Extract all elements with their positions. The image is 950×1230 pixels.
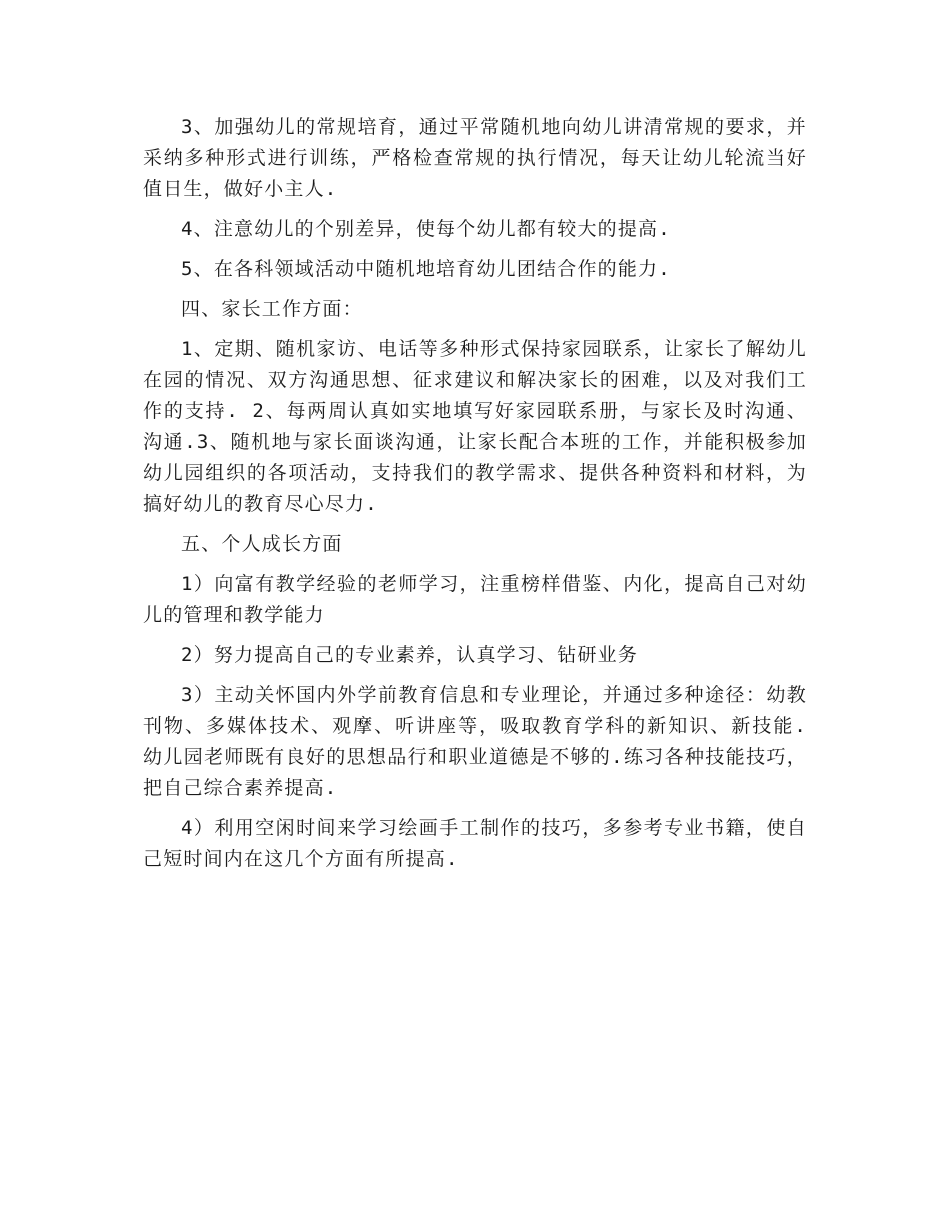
paragraph-routine-training: 3、加强幼儿的常规培育，通过平常随机地向幼儿讲清常规的要求，并采纳多种形式进行训练，严格检查常规的执行情况，每天让幼儿轮流当好值日生，做好小主人.: [143, 116, 807, 200]
paragraph-free-time-skills: 4）利用空闲时间来学习绘画手工制作的技巧，多参考专业书籍，使自己短时间内在这几个方面有所提高.: [143, 817, 807, 870]
paragraph-preschool-theory: 3）主动关怀国内外学前教育信息和专业理论，并通过多种途径：幼教刊物、多媒体技术、观摩、听讲座等，吸取教育学科的新知识、新技能. 幼儿园老师既有良好的思想品行和职业道德是不够的.练习各种技能技巧，把自己综合素养提高.: [143, 684, 807, 799]
paragraph-parent-contact: 1、定期、随机家访、电话等多种形式保持家园联系，让家长了解幼儿在园的情况、双方沟通思想、征求建议和解决家长的困难，以及对我们工作的支持. 2、每两周认真如实地填写好家园联系册，与家长及时沟通、沟通.3、随机地与家长面谈沟通，让家长配合本班的工作，并能积极参加幼儿园组织的各项活动，支持我们的教学需求、提供各种资料和材料，为搞好幼儿的教育尽心尽力.: [143, 338, 807, 515]
paragraph-individual-differences: 4、注意幼儿的个别差异，使每个幼儿都有较大的提高.: [181, 218, 671, 240]
section-heading-personal-growth: 五、个人成长方面: [181, 533, 343, 555]
document-body: [143, 112, 807, 884]
paragraph-professional-quality: 2）努力提高自己的专业素养，认真学习、钻研业务: [181, 644, 639, 666]
paragraph-learn-from-teachers: 1）向富有教学经验的老师学习，注重榜样借鉴、内化，提高自己对幼儿的管理和教学能力: [143, 573, 807, 626]
paragraph-teamwork: 5、在各科领域活动中随机地培育幼儿团结合作的能力.: [181, 258, 671, 280]
section-heading-parent-work: 四、家长工作方面：: [181, 298, 363, 320]
